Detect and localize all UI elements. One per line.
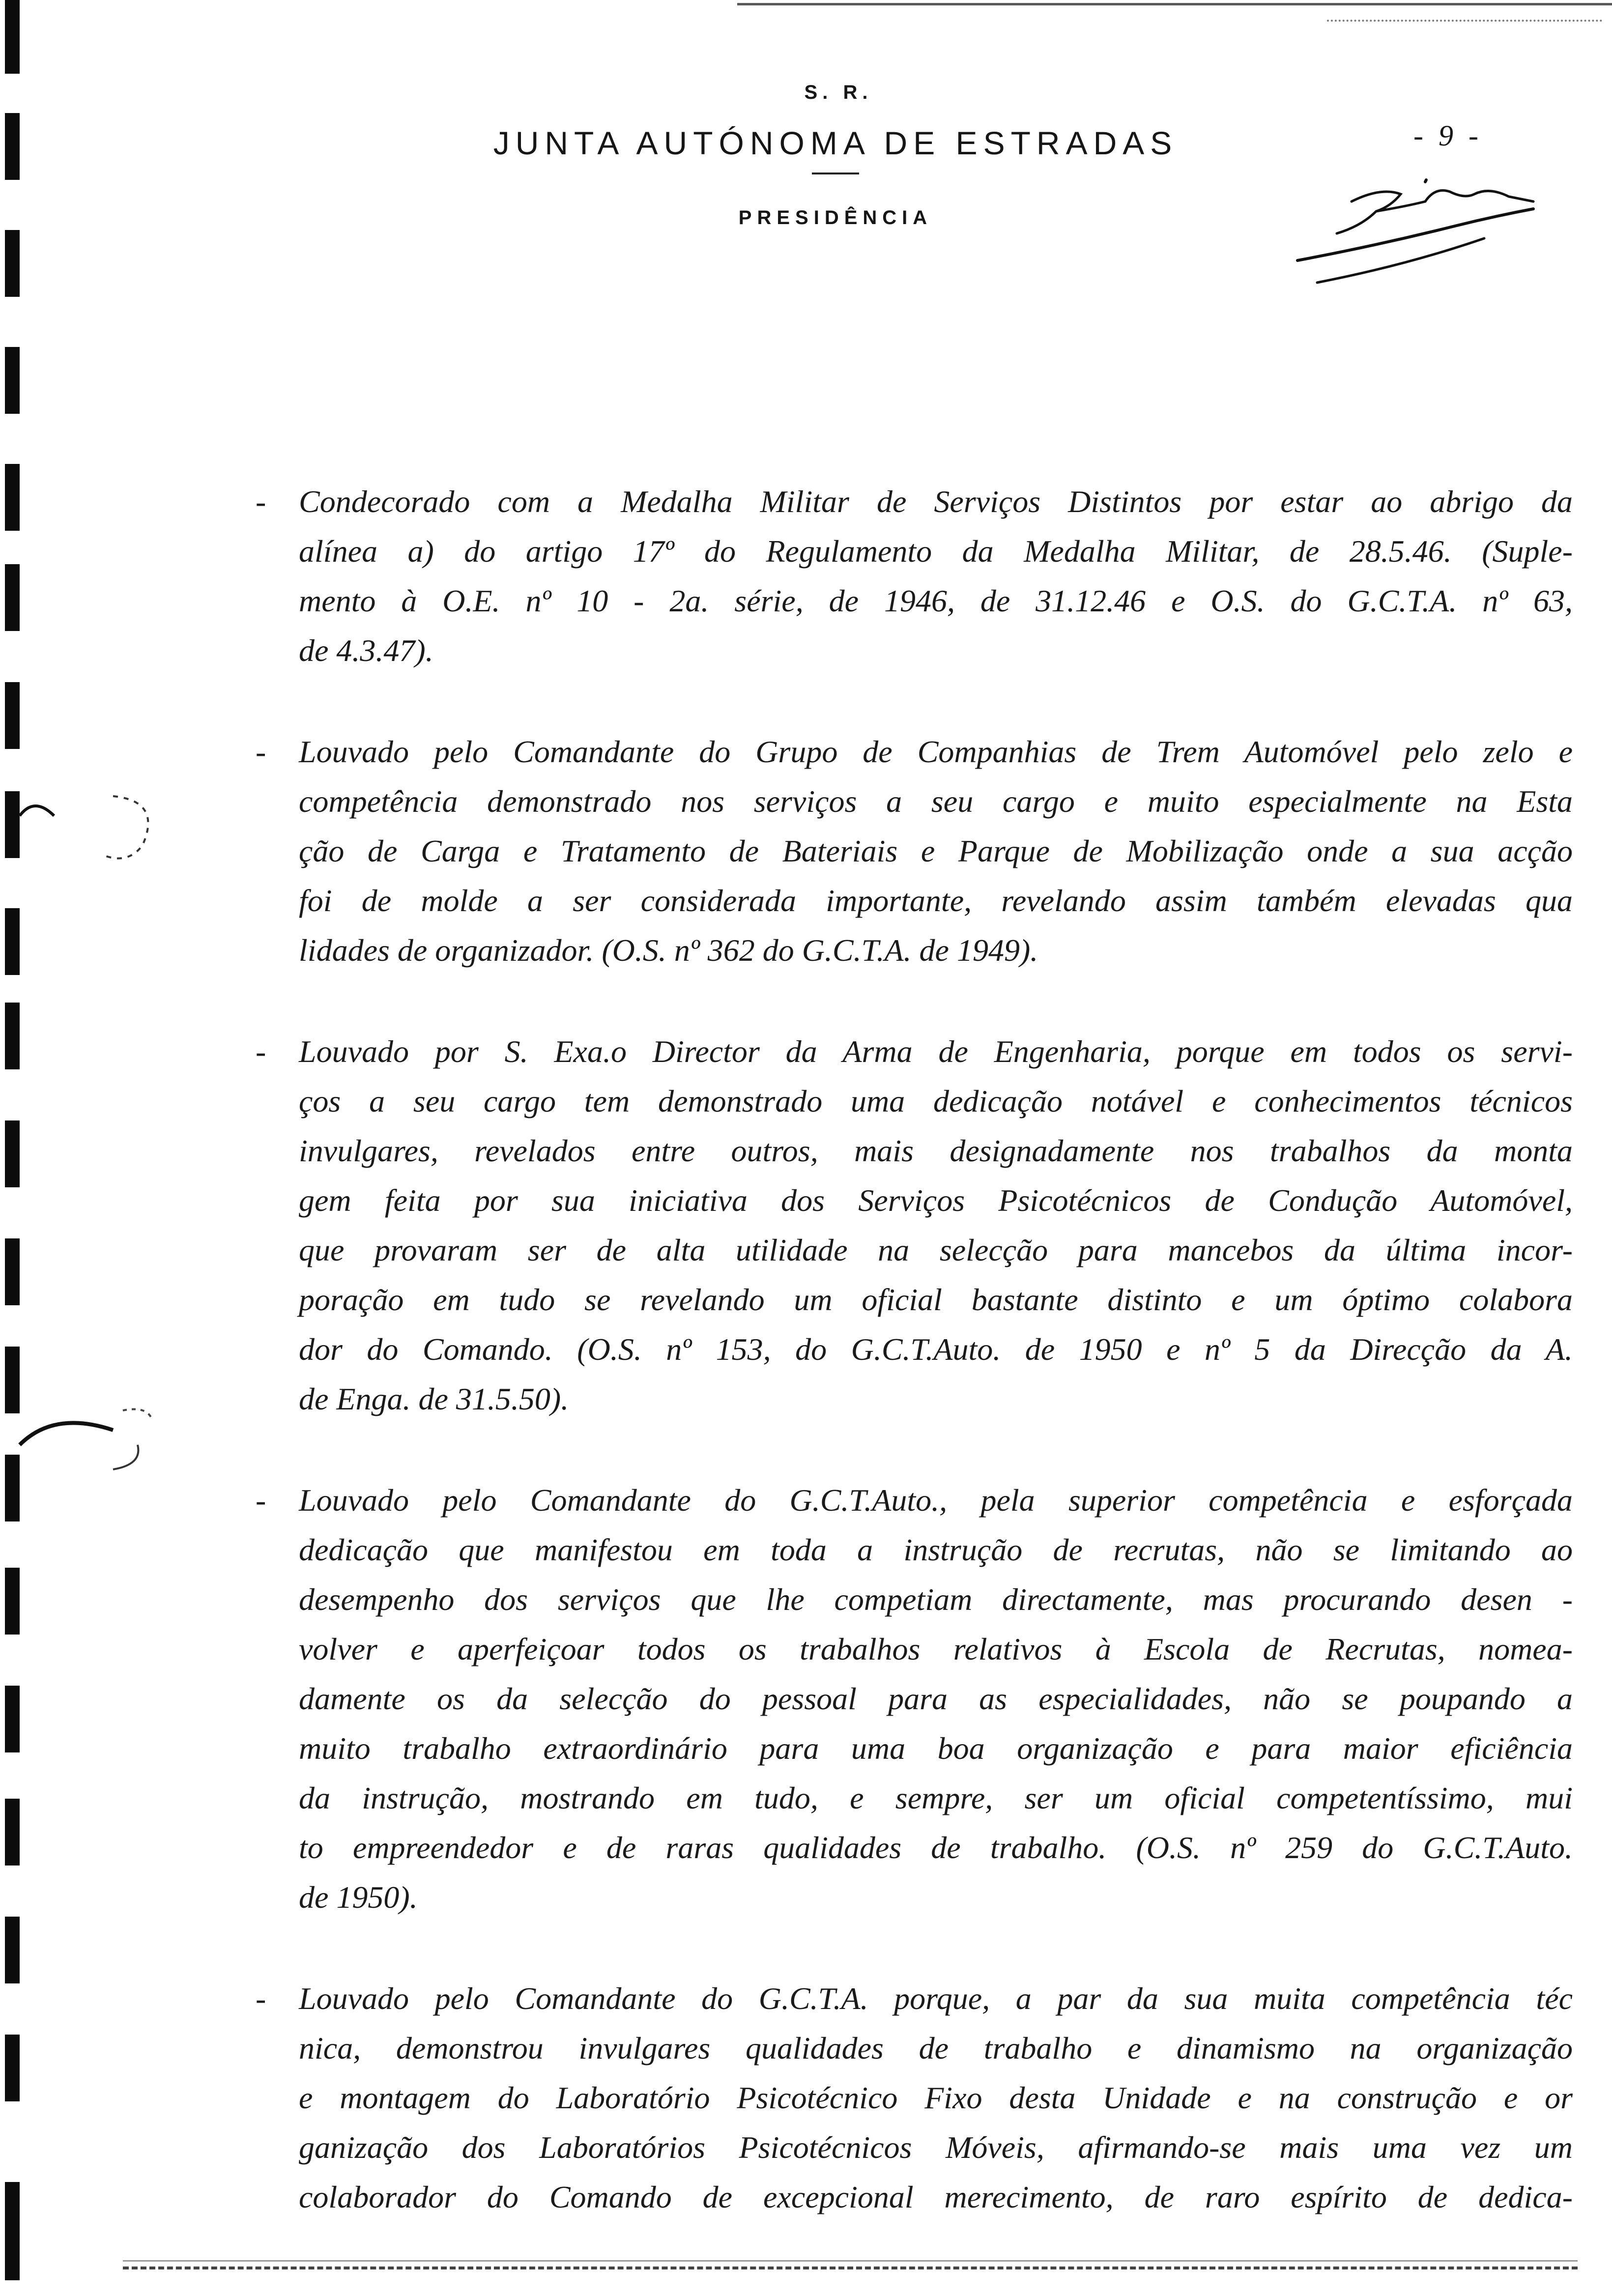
text-line: damente os da selecção do pessoal para as especialidades, não se poupando a [299,1681,1573,1716]
text-line: volver e aperfeiçoar todos os trabalhos relativos à Escola de Recrutas, nomea- [299,1632,1573,1666]
text-line: competência demonstrado nos serviços a seu cargo e muito especialmente na Esta [299,784,1573,819]
page-number: - 9 - [1413,119,1482,152]
list-dash: - [256,734,266,769]
text-line: gem feita por sua iniciativa dos Serviços Psicotécnicos de Condução Automóvel, [299,1183,1573,1218]
binder-hole [5,113,20,180]
letterhead [442,82,1229,229]
binder-hole [5,1917,20,1983]
text-line: ganização dos Laboratórios Psicotécnicos Móveis, afirmando-se mais uma vez um [299,2130,1573,2165]
commendation-entry [256,1475,1573,1922]
text-line: da instrução, mostrando em tudo, e sempre, ser um oficial competentíssimo, mui [299,1780,1573,1815]
binder-hole [5,2182,20,2280]
text-line: colaborador do Comando de excepcional merecimento, de raro espírito de dedica- [299,2180,1573,2214]
binder-hole [5,1686,20,1752]
list-dash: - [256,1034,266,1069]
text-line: desempenho dos serviços que lhe competiam directamente, mas procurando desen - [299,1582,1573,1617]
commendation-entry [256,1974,1573,2222]
binder-hole [5,1568,20,1635]
binder-ring-mark [15,1401,172,1499]
scan-top-edge-dots [1327,20,1602,25]
binder-hole [5,564,20,631]
text-line: Louvado por S. Exa.o Director da Arma de Engenharia, porque em todos os servi- [299,1034,1573,1069]
binder-hole [5,0,20,74]
binder-hole [5,1238,20,1305]
list-dash: - [256,1981,266,2016]
text-line: Louvado pelo Comandante do G.C.T.A. porque, a par da sua muita competência téc [299,1981,1573,2016]
binder-hole [5,347,20,414]
text-line: ços a seu cargo tem demonstrado uma dedicação notável e conhecimentos técnicos [299,1084,1573,1119]
binder-hole [5,464,20,531]
binder-ring-mark [15,781,172,870]
text-line: ção de Carga e Tratamento de Bateriais e Parque de Mobilização onde a sua acção [299,833,1573,868]
text-line: de Enga. de 31.5.50). [299,1381,569,1416]
scan-top-edge [737,3,1612,14]
letterhead-rule [812,172,859,174]
binder-hole [5,1120,20,1187]
text-line: dor do Comando. (O.S. nº 153, do G.C.T.Auto. de 1950 e nº 5 da Direcção da A. [299,1332,1573,1367]
binder-hole [5,1799,20,1866]
letterhead-prefix: S. R. [804,82,873,103]
text-line: foi de molde a ser considerada importante, revelando assim também elevadas qua [299,883,1573,918]
text-line: to empreendedor e de raras qualidades de trabalho. (O.S. nº 259 do G.C.T.Auto. [299,1830,1573,1865]
text-line: muito trabalho extraordinário para uma boa organização e para maior eficiência [299,1731,1573,1766]
text-line: de 4.3.47). [299,633,433,668]
text-line: poração em tudo se revelando um oficial bastante distinto e um óptimo colabora [299,1282,1573,1317]
binder-hole [5,2035,20,2101]
binder-hole [5,230,20,297]
text-line: que provaram ser de alta utilidade na selecção para mancebos da última incor- [299,1233,1573,1267]
text-line: alínea a) do artigo 17º do Regulamento da Medalha Militar, de 28.5.46. (Suple- [299,534,1573,569]
commendation-entry [256,1027,1573,1424]
text-line: e montagem do Laboratório Psicotécnico Fixo desta Unidade e na construção e or [299,2080,1573,2115]
department-name: PRESIDÊNCIA [738,207,933,229]
text-line: Louvado pelo Comandante do G.C.T.Auto., pela superior competência e esforçada [299,1483,1573,1518]
text-line: nica, demonstrou invulgares qualidades de trabalho e dinamismo na organização [299,2031,1573,2066]
organization-name: JUNTA AUTÓNOMA DE ESTRADAS [493,125,1178,161]
text-line: de 1950). [299,1880,418,1915]
text-line: Condecorado com a Medalha Militar de Serviços Distintos por estar ao abrigo da [299,484,1573,519]
binder-hole [5,908,20,975]
handwritten-signature [1278,172,1583,295]
binder-hole [5,1003,20,1069]
commendation-entry [256,477,1573,675]
text-line: Louvado pelo Comandante do Grupo de Companhias de Trem Automóvel pelo zelo e [299,734,1573,769]
text-line: lidades de organizador. (O.S. nº 362 do G.C.T.A. de 1949). [299,933,1038,968]
commendation-list [256,477,1573,2273]
binder-hole [5,682,20,749]
text-line: dedicação que manifestou em toda a instrução de recrutas, não se limitando ao [299,1532,1573,1567]
text-line: invulgares, revelados entre outros, mais designadamente nos trabalhos da monta [299,1133,1573,1168]
text-line: mento à O.E. nº 10 - 2a. série, de 1946, de 31.12.46 e O.S. do G.C.T.A. nº 63, [299,583,1573,618]
list-dash: - [256,1483,266,1518]
list-dash: - [256,484,266,519]
commendation-entry [256,727,1573,975]
